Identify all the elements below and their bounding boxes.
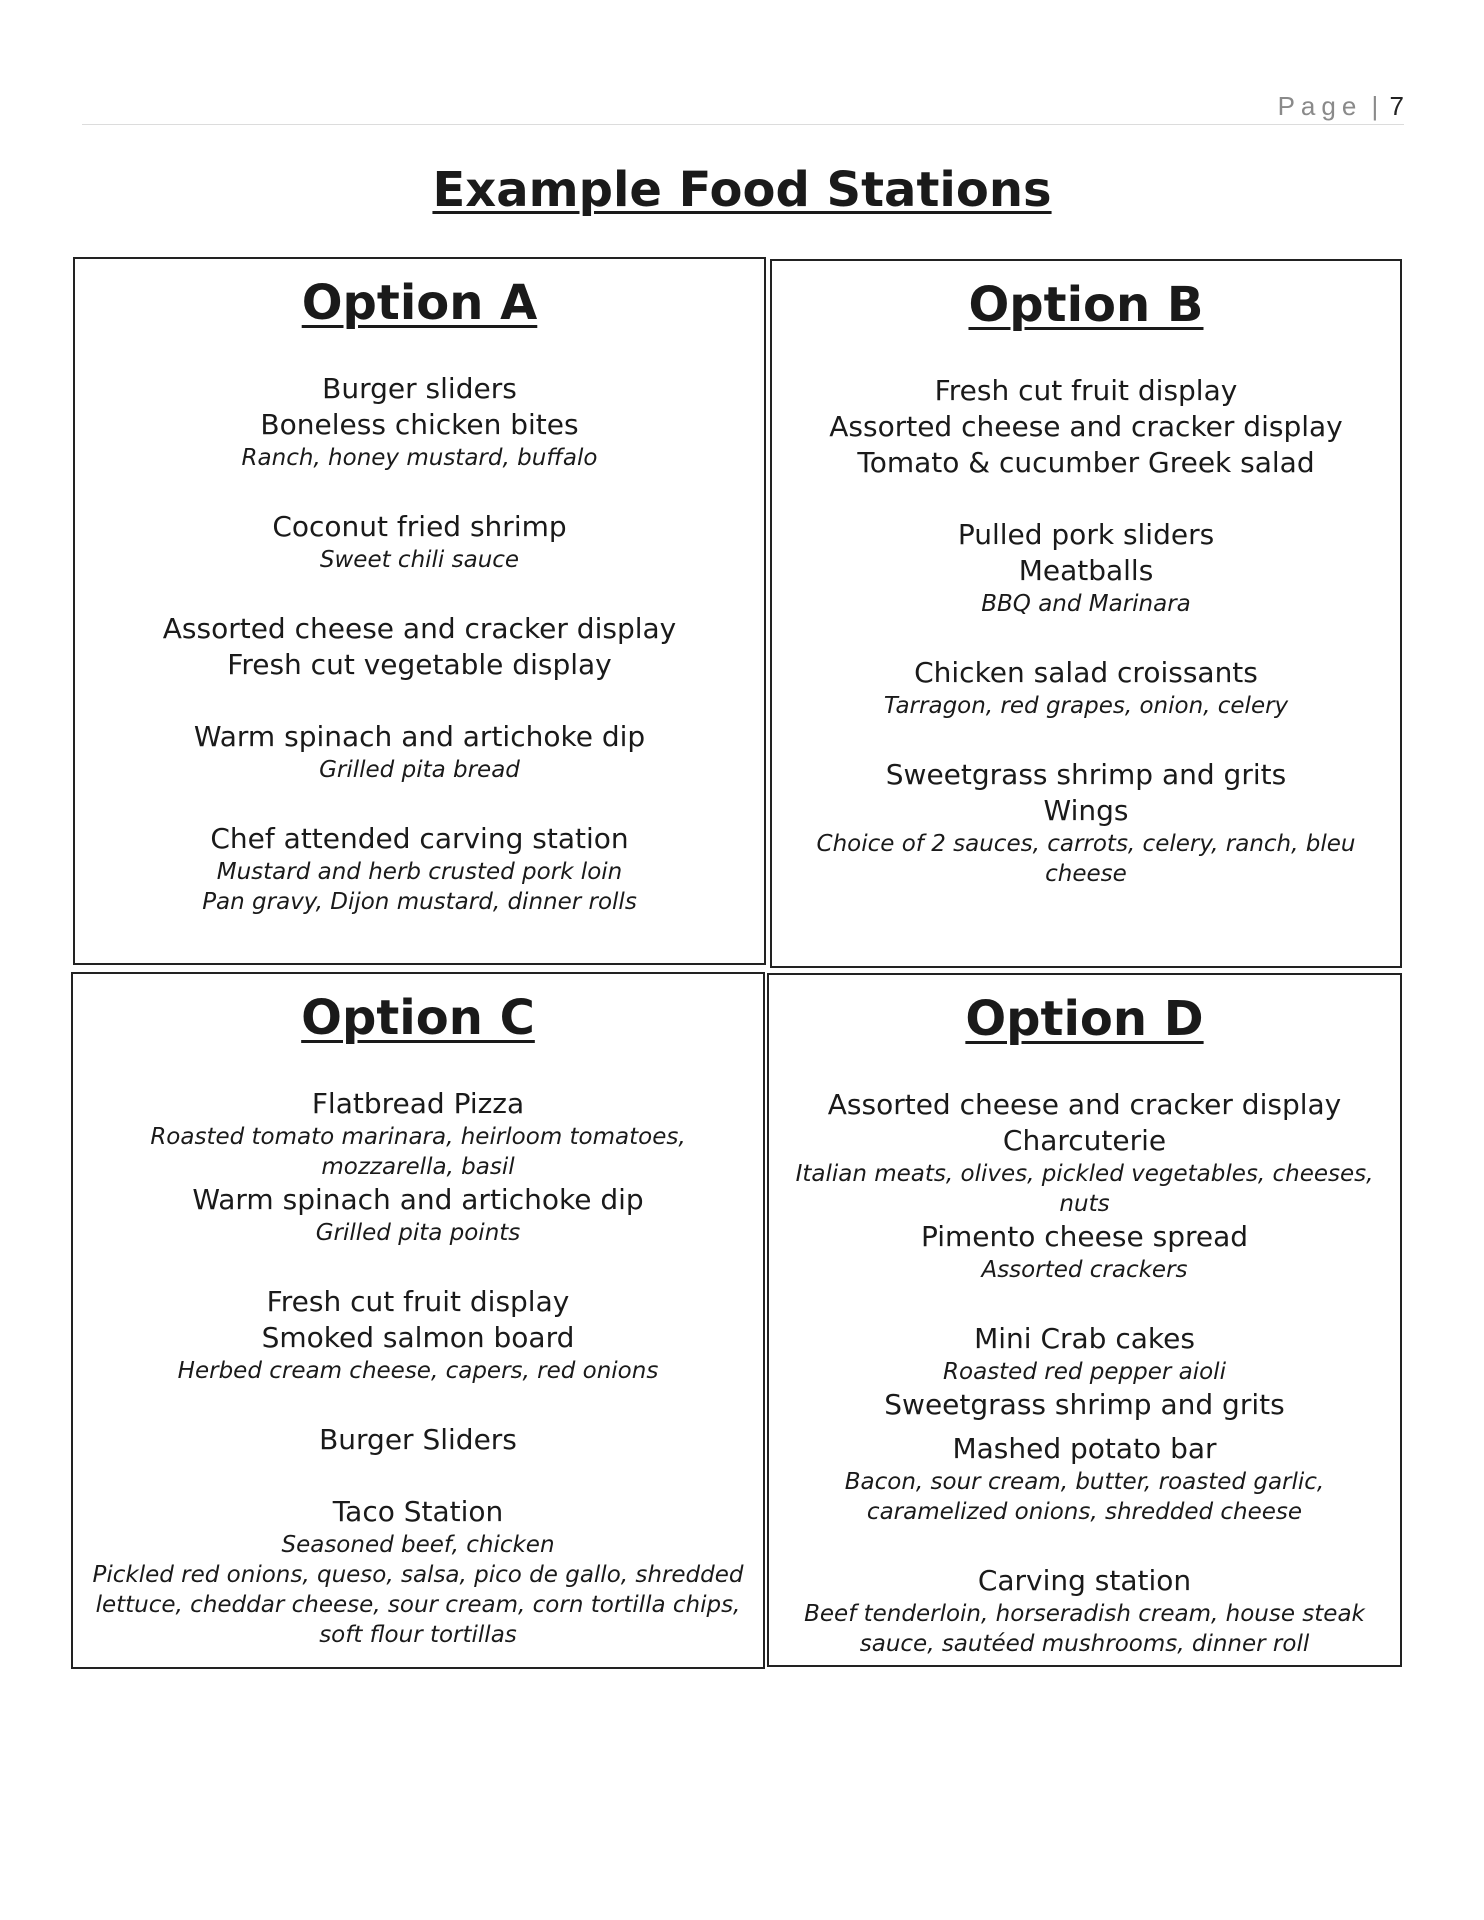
menu-group [790,655,1382,721]
option-c-title: Option C [301,990,535,1046]
menu-item: Fresh cut fruit display [266,1285,570,1318]
menu-item: Smoked salmon board [261,1321,575,1354]
menu-item: Mini Crab cakes [974,1322,1195,1355]
menu-group [91,1422,745,1458]
option-a-title: Option A [301,275,538,331]
menu-item: Warm spinach and artichoke dip [193,720,646,753]
option-c-box [71,972,765,1669]
menu-item: Charcuterie [1002,1124,1167,1157]
document-title: Example Food Stations [432,162,1052,218]
page-label: Page [1277,91,1363,121]
option-a-menu [75,371,764,917]
menu-item-note: Pan gravy, Dijon mustard, dinner rolls [202,889,637,915]
menu-item: Assorted cheese and cracker display [162,612,677,645]
option-d-title: Option D [965,991,1204,1047]
option-b-title: Option B [968,277,1204,333]
menu-group [93,821,746,917]
menu-item-note: Assorted crackers [981,1257,1188,1283]
menu-item: Fresh cut vegetable display [227,648,612,681]
menu-item: Sweetgrass shrimp and grits [885,758,1287,791]
menu-item: Sweetgrass shrimp and grits [884,1388,1285,1421]
menu-group [93,371,746,473]
menu-group [93,509,746,575]
menu-item: Boneless chicken bites [260,408,579,441]
menu-item-note: Grilled pita points [315,1220,521,1246]
menu-item: Warm spinach and artichoke dip [192,1183,644,1216]
menu-item: Assorted cheese and cracker display [829,410,1343,443]
menu-item-note: Bacon, sour cream, butter, roasted garlic, caramelized onions, shredded cheese [844,1469,1325,1525]
page-header [82,86,1404,125]
menu-item-note: Seasoned beef, chicken [281,1532,555,1558]
menu-item-note: Roasted red pepper aioli [943,1359,1226,1385]
menu-group [91,1284,745,1386]
page-separator: | [1371,91,1379,121]
menu-group [93,719,746,785]
menu-item: Assorted cheese and cracker display [827,1088,1342,1121]
menu-item: Meatballs [1018,554,1154,587]
menu-item-note: Herbed cream cheese, capers, red onions [177,1358,659,1384]
menu-item: Coconut fried shrimp [272,510,567,543]
menu-group [787,1563,1382,1659]
page-number: 7 [1389,91,1404,121]
menu-item: Burger sliders [322,372,517,405]
menu-item: Flatbread Pizza [311,1087,525,1120]
menu-item: Pulled pork sliders [957,518,1215,551]
menu-item-note: Choice of 2 sauces, carrots, celery, ranch, bleu cheese [816,831,1356,887]
menu-item-note: Beef tenderloin, horseradish cream, house steak sauce, sautéed mushrooms, dinner roll [804,1601,1365,1657]
menu-item: Wings [1043,794,1129,827]
menu-group [93,611,746,683]
menu-item-note: Italian meats, olives, pickled vegetables, cheeses, nuts [795,1161,1374,1217]
menu-group [787,1321,1382,1423]
menu-group [91,1086,745,1248]
option-b-menu [772,373,1400,889]
menu-item: Taco Station [332,1495,504,1528]
menu-item: Chicken salad croissants [914,656,1258,689]
menu-item-note: Ranch, honey mustard, buffalo [241,445,598,471]
menu-item: Pimento cheese spread [920,1220,1249,1253]
menu-item: Mashed potato bar [952,1432,1217,1465]
menu-item: Chef attended carving station [210,822,629,855]
option-d-menu [769,1087,1400,1659]
option-d-box [767,973,1402,1667]
menu-item: Carving station [977,1564,1192,1597]
menu-item-note: Roasted tomato marinara, heirloom tomatoes, mozzarella, basil [150,1124,686,1180]
menu-group [790,517,1382,619]
menu-group [787,1431,1382,1527]
option-b-box [770,259,1402,968]
menu-item-note: Mustard and herb crusted pork loin [216,859,623,885]
menu-item-note: Grilled pita bread [319,757,520,783]
menu-group [91,1494,745,1650]
menu-group [790,757,1382,889]
menu-item-note: Tarragon, red grapes, onion, celery [883,693,1289,719]
option-a-box [73,257,766,965]
menu-item-note: BBQ and Marinara [981,591,1191,617]
menu-group [790,373,1382,481]
menu-item-note: Sweet chili sauce [319,547,520,573]
menu-item: Burger Sliders [319,1423,517,1456]
menu-group [787,1087,1382,1285]
menu-item: Fresh cut fruit display [934,374,1238,407]
menu-item-note: Pickled red onions, queso, salsa, pico de gallo, shredded lettuce, cheddar cheese, sour cream, corn tortilla chips, soft flour tortillas [92,1562,744,1648]
option-c-menu [73,1086,763,1650]
menu-item: Tomato & cucumber Greek salad [857,446,1315,479]
